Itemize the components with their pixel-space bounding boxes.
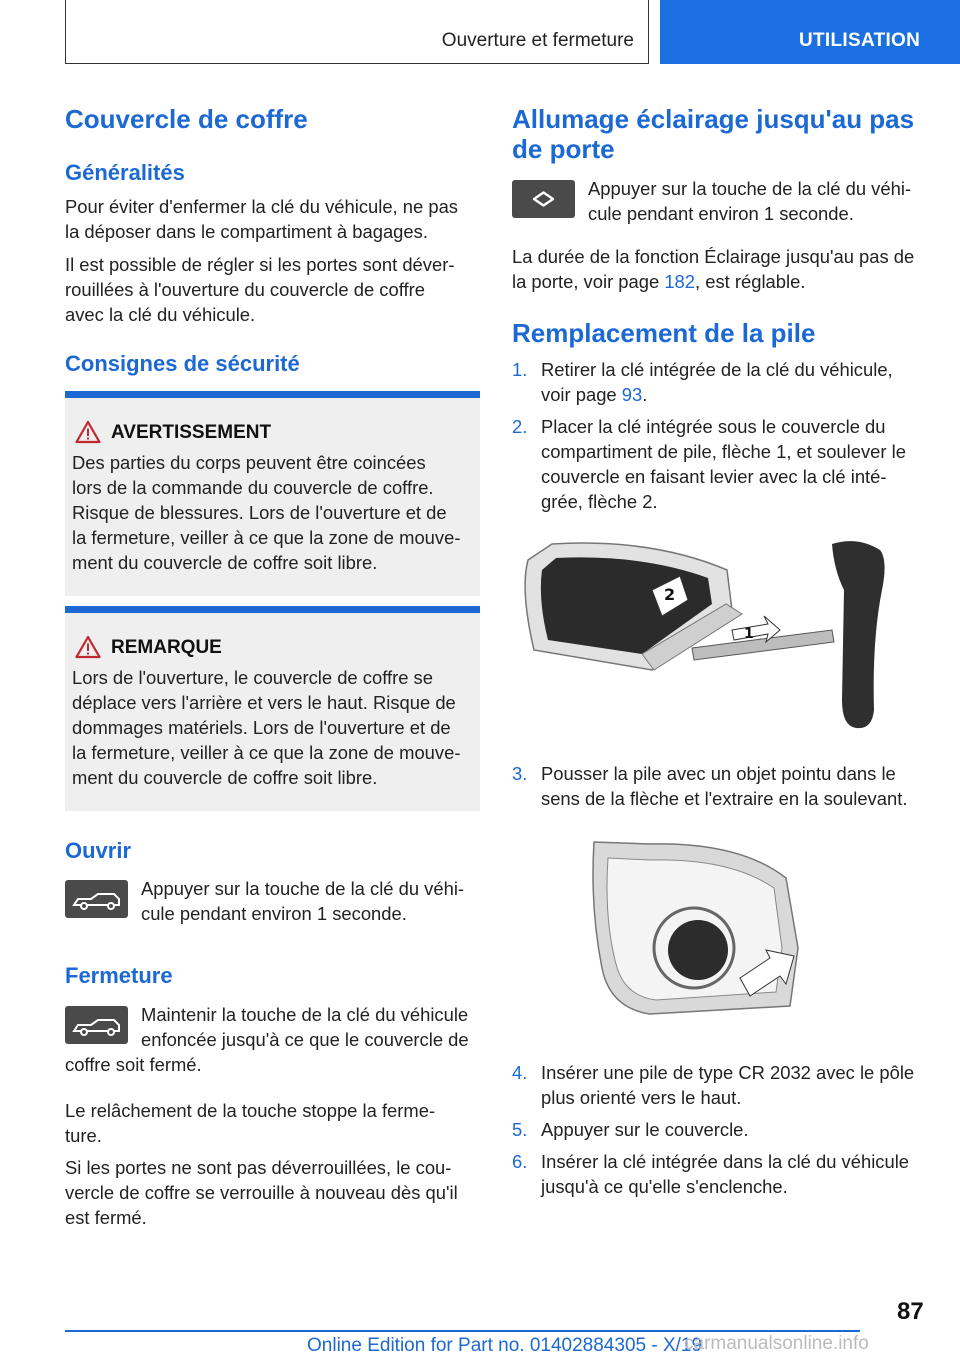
step-text: Retirer la clé intégrée de la clé du véhicule, [541, 359, 893, 380]
step-text: Pousser la pile avec un objet pointu dans le [541, 763, 896, 784]
heading-generalites: Généralités [65, 160, 185, 185]
text-line: ture. [65, 1125, 102, 1146]
warning-triangle-icon [75, 635, 101, 659]
text-line: la fermeture, veiller à ce que la zone de mouve‐ [72, 527, 461, 548]
text-line: coffre soit fermé. [65, 1054, 202, 1075]
text-line: Appuyer sur la touche de la clé du véhi‐ [588, 178, 912, 199]
text-line: ment du couvercle de coffre soit libre. [72, 767, 378, 788]
step-text: Appuyer sur le couvercle. [541, 1119, 749, 1140]
notice-title: REMARQUE [111, 637, 222, 658]
text-fragment: voir page [541, 384, 622, 405]
text-line: Le relâchement de la touche stoppe la ferme‐ [65, 1100, 436, 1121]
notice-box [65, 606, 480, 811]
footer-rule [65, 1330, 860, 1332]
header-tab-label: UTILISATION [799, 30, 921, 51]
step-text: Insérer une pile de type CR 2032 avec le pôle [541, 1062, 915, 1083]
header-section-title: Ouverture et fermeture [441, 30, 634, 51]
text-line: Il est possible de régler si les portes sont déver‐ [65, 254, 455, 275]
text-line: la déposer dans le compartiment à bagages. [65, 221, 428, 242]
text-line: enfoncée jusqu'à ce que le couvercle de [141, 1029, 469, 1050]
text-line: cule pendant environ 1 seconde. [588, 203, 854, 224]
step-number: 5. [512, 1119, 528, 1140]
text-line: vercle de coffre se verrouille à nouveau dès qu'il [65, 1182, 458, 1203]
header-tab-utilisation[interactable] [660, 0, 960, 64]
step-text: couvercle en faisant levier avec la clé inté‐ [541, 466, 887, 487]
trunk-key-button-icon [65, 1006, 128, 1044]
text-line: est fermé. [65, 1207, 147, 1228]
warning-box [65, 391, 480, 596]
warning-title: AVERTISSEMENT [111, 422, 272, 443]
text-fragment: . [642, 384, 648, 405]
step-text: sens de la flèche et l'extraire en la soulevant. [541, 788, 908, 809]
step-text: Insérer la clé intégrée dans la clé du véhicule [541, 1151, 910, 1172]
step-number: 1. [512, 359, 528, 380]
page-link-93[interactable]: 93 [621, 384, 643, 405]
text-line: Appuyer sur la touche de la clé du véhi‐ [141, 878, 465, 899]
heading-ouvrir: Ouvrir [65, 838, 132, 863]
step-text: grée, flèche 2. [541, 491, 658, 512]
heading-consignes-securite: Consignes de sécurité [65, 351, 300, 376]
text-line: Maintenir la touche de la clé du véhicule [141, 1004, 469, 1025]
text-line: la fermeture, veiller à ce que la zone de mouve‐ [72, 742, 461, 763]
step-text [541, 382, 647, 407]
text-line: lors de la commande du couvercle de coffre. [72, 477, 434, 498]
step-text: plus orienté vers le haut. [541, 1087, 742, 1108]
step-number: 2. [512, 416, 528, 437]
arrow-label-1: 1 [744, 626, 754, 642]
unlock-key-button-icon [512, 180, 575, 218]
text-line: dommages matériels. Lors de l'ouverture et de [72, 717, 451, 738]
text-line: avec la clé du véhicule. [65, 304, 256, 325]
step-text: Placer la clé intégrée sous le couvercle du [541, 416, 886, 437]
text-line: déplace vers l'arrière et vers le haut. Risque de [72, 692, 456, 713]
step-text: jusqu'à ce qu'elle s'enclenche. [541, 1176, 788, 1197]
arrow-label-2: 2 [664, 585, 676, 604]
header-section-box [65, 0, 649, 64]
text-line: Risque de blessures. Lors de l'ouverture et de [72, 502, 447, 523]
battery-removal-illustration [590, 838, 805, 1018]
page-number: 87 [897, 1298, 924, 1325]
title-eclairage-line1: Allumage éclairage jusqu'au pas [512, 104, 915, 134]
step-number: 4. [512, 1062, 528, 1083]
footer-edition: Online Edition for Part no. 01402884305 - X/19 [307, 1335, 703, 1356]
watermark: carmanualsonline.info [684, 1333, 869, 1354]
step-number: 3. [512, 763, 528, 784]
step-number: 6. [512, 1151, 528, 1172]
text-line: rouillées à l'ouverture du couvercle de coffre [65, 279, 425, 300]
title-eclairage-line2: de porte [512, 134, 615, 164]
key-blade-removal-illustration [512, 530, 892, 735]
text-line: La durée de la fonction Éclairage jusqu'au pas de [512, 246, 915, 267]
text-line: Pour éviter d'enfermer la clé du véhicule, ne pas [65, 196, 458, 217]
title-couvercle-de-coffre: Couvercle de coffre [65, 104, 308, 134]
text-fragment: , est réglable. [695, 271, 806, 292]
text-line [512, 269, 805, 294]
text-line: cule pendant environ 1 seconde. [141, 903, 407, 924]
text-line: ment du couvercle de coffre soit libre. [72, 552, 378, 573]
text-fragment: la porte, voir page [512, 271, 665, 292]
heading-fermeture: Fermeture [65, 963, 173, 988]
text-line: Des parties du corps peuvent être coincées [72, 452, 426, 473]
warning-triangle-icon [75, 420, 101, 444]
text-line: Lors de l'ouverture, le couvercle de coffre se [72, 667, 433, 688]
trunk-key-button-icon [65, 880, 128, 918]
text-line: Si les portes ne sont pas déverrouillées, le cou‐ [65, 1157, 452, 1178]
step-text: compartiment de pile, flèche 1, et soulever le [541, 441, 906, 462]
page-link-182[interactable]: 182 [664, 271, 696, 292]
title-remplacement-pile: Remplacement de la pile [512, 318, 816, 348]
